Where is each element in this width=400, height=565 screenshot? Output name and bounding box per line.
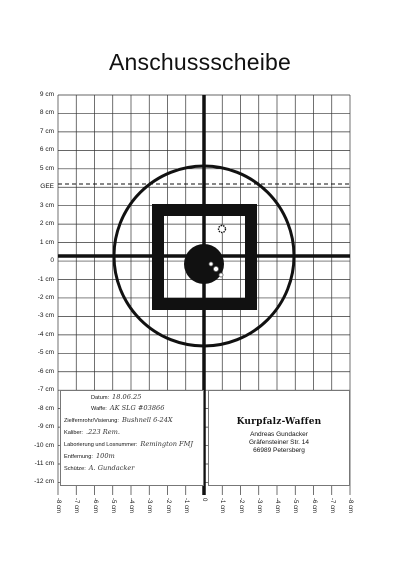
y-tick-label: -12 cm: [34, 478, 54, 486]
x-tick-label: -5 cm: [292, 498, 299, 513]
x-tick-label: -6 cm: [310, 498, 317, 513]
bullseye: [184, 244, 224, 284]
x-tick-label: -7 cm: [73, 498, 80, 513]
y-tick-label: -6 cm: [37, 367, 54, 375]
x-tick-label: -1 cm: [219, 498, 226, 513]
x-tick-label: -7 cm: [328, 498, 335, 513]
y-tick-label: 2 cm: [39, 220, 54, 228]
waffe-value: AK SLG #03866: [109, 404, 165, 412]
laborierung-label: Laborierung und Losnummer:: [64, 442, 138, 448]
y-tick-label: 9 cm: [39, 91, 54, 98]
y-tick-label: -8 cm: [37, 404, 54, 412]
y-tick-label: 8 cm: [39, 109, 54, 117]
shot-info-box: [60, 390, 204, 486]
x-tick-label: -4 cm: [274, 498, 280, 513]
y-tick-label: -9 cm: [37, 423, 54, 431]
shot-hole: [219, 273, 223, 277]
dealer-stamp: [208, 390, 350, 486]
shot-hole: [219, 226, 226, 233]
y-tick-label: 3 cm: [39, 201, 54, 209]
x-tick-label: -2 cm: [164, 498, 171, 513]
x-tick-label: -5 cm: [109, 498, 116, 513]
x-tick-label: 0: [201, 498, 207, 502]
datum-label: Datum:: [91, 395, 110, 401]
y-tick-label: -3 cm: [37, 312, 54, 320]
x-tick-label: -6 cm: [91, 498, 98, 513]
page-title: Anschussscheibe: [109, 49, 291, 75]
entfernung-label: Entfernung:: [64, 454, 93, 460]
x-tick-label: -1 cm: [182, 498, 189, 513]
shot-hole: [213, 266, 218, 271]
schuetze-label: Schütze:: [64, 466, 86, 472]
y-tick-label: 7 cm: [39, 127, 54, 135]
dealer-logo: Kurpfalz-Waffen: [236, 417, 322, 427]
x-tick-label: -8 cm: [347, 498, 353, 513]
kaliber-label: Kaliber:: [64, 430, 83, 436]
y-tick-label: 0: [50, 257, 54, 265]
y-tick-label: 1 cm: [39, 238, 54, 246]
x-tick-label: -4 cm: [128, 498, 134, 513]
dealer-name: Andreas Gundacker: [250, 431, 308, 438]
dealer-street: Gräfensteiner Str. 14: [249, 439, 309, 446]
x-tick-label: -3 cm: [146, 498, 153, 513]
dealer-city: 66989 Petersberg: [253, 447, 305, 454]
shot-hole: [209, 262, 213, 266]
y-tick-label: -4 cm: [37, 330, 54, 338]
y-tick-label: -5 cm: [37, 349, 54, 357]
schuetze-value: A. Gundacker: [88, 464, 135, 472]
kaliber-value: .223 Rem.: [85, 428, 120, 436]
waffe-label: Waffe:: [91, 406, 107, 412]
y-tick-label: 5 cm: [39, 164, 54, 172]
entfernung-value: 100m: [95, 452, 115, 460]
y-tick-label: -7 cm: [37, 386, 54, 394]
y-tick-label: -1 cm: [37, 275, 54, 283]
x-tick-label: -3 cm: [255, 498, 262, 513]
y-tick-label: -10 cm: [34, 441, 54, 449]
y-tick-label: -2 cm: [37, 293, 54, 301]
x-tick-label: -8 cm: [55, 498, 61, 513]
datum-value: 18.06.25: [112, 393, 142, 401]
zielfernrohr-value: Bushnell 6-24X: [121, 416, 173, 424]
zielfernrohr-label: Zielfernrohr/Visierung:: [64, 418, 119, 424]
laborierung-value: Remington FMJ: [140, 440, 194, 448]
y-tick-label: 6 cm: [39, 146, 54, 154]
y-tick-label: GEE: [40, 183, 54, 191]
y-tick-label: -11 cm: [34, 460, 54, 467]
x-tick-label: -2 cm: [237, 498, 244, 513]
